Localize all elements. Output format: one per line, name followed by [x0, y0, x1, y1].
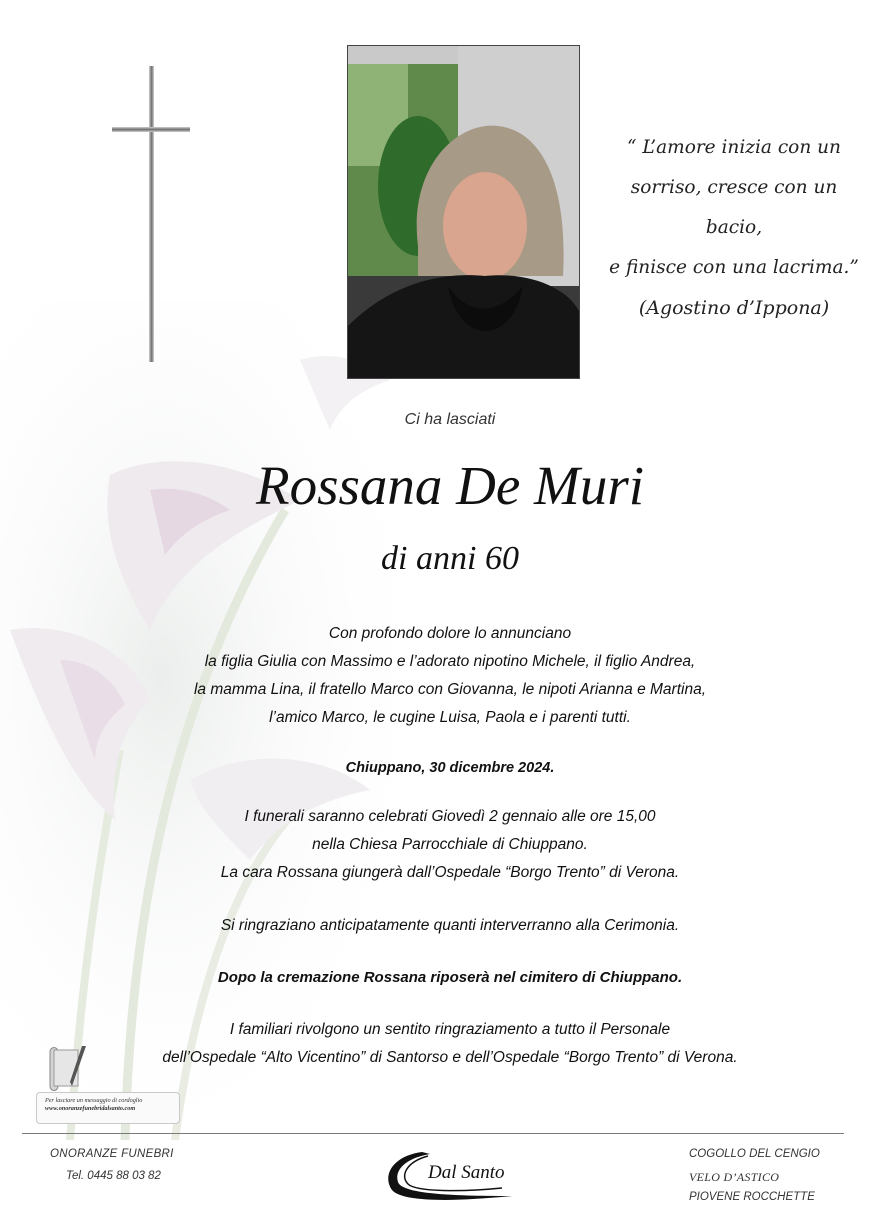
funeral-block — [0, 803, 876, 887]
gratitude-line: dell’Ospedale “Alto Vicentino” di Santorso e dell’Ospedale “Borgo Trento” di Verona. — [162, 1049, 738, 1066]
gratitude-block — [0, 1016, 876, 1072]
announcement-block — [0, 620, 876, 732]
funeral-line: La cara Rossana giungerà dall’Ospedale “Borgo Trento” di Verona. — [220, 864, 680, 881]
announcement-line: la mamma Lina, il fratello Marco con Giovanna, le nipoti Arianna e Martina, — [193, 681, 707, 698]
deceased-name: Rossana De Muri — [255, 455, 645, 516]
age-text: di anni 60 — [381, 540, 519, 577]
quote-line: e finisce con una lacrima.” — [609, 257, 859, 278]
funeral-line: nella Chiesa Parrocchiale di Chiuppano. — [312, 836, 588, 853]
condolence-line: Per lasciare un messaggio di cordoglio — [45, 1097, 143, 1104]
footer-logo-text: Dal Santo — [428, 1162, 505, 1183]
cremation-note: Dopo la cremazione Rossana riposerà nel cimitero di Chiuppano. — [217, 969, 683, 986]
scroll-quill-icon[interactable] — [46, 1042, 90, 1094]
quote-line: sorriso, cresce con un bacio, — [630, 177, 838, 238]
footer-divider — [22, 1133, 844, 1134]
footer-phone: Tel. 0445 88 03 82 — [66, 1170, 161, 1182]
footer-location: PIOVENE ROCCHETTE — [689, 1191, 815, 1203]
quote-block — [600, 128, 868, 328]
quote-line: “ L’amore inizia con un — [627, 137, 841, 158]
gratitude-line: I familiari rivolgono un sentito ringraziamento a tutto il Personale — [229, 1021, 671, 1038]
condolence-url: www.onoranzefunebridalsanto.com — [45, 1105, 136, 1112]
footer-location: COGOLLO DEL CENGIO — [689, 1148, 820, 1160]
condolence-link[interactable] — [36, 1092, 180, 1124]
announcement-line: la figlia Giulia con Massimo e l’adorato nipotino Michele, il figlio Andrea, — [204, 653, 696, 670]
footer-location: VELO D’ASTICO — [689, 1170, 780, 1184]
intro-text: Ci ha lasciati — [404, 411, 496, 428]
date-place: Chiuppano, 30 dicembre 2024. — [345, 760, 555, 776]
funeral-line: I funerali saranno celebrati Giovedì 2 gennaio alle ore 15,00 — [244, 808, 656, 825]
quote-author: (Agostino d’Ippona) — [638, 297, 830, 319]
announcement-line: l’amico Marco, le cugine Luisa, Paola e i parenti tutti. — [269, 709, 631, 726]
portrait-photo — [347, 45, 580, 379]
footer-company-label: ONORANZE FUNEBRI — [50, 1148, 174, 1160]
announcement-line: Con profondo dolore lo annunciano — [328, 625, 572, 642]
thanks-ceremony: Si ringraziano anticipatamente quanti interverranno alla Cerimonia. — [220, 917, 680, 934]
